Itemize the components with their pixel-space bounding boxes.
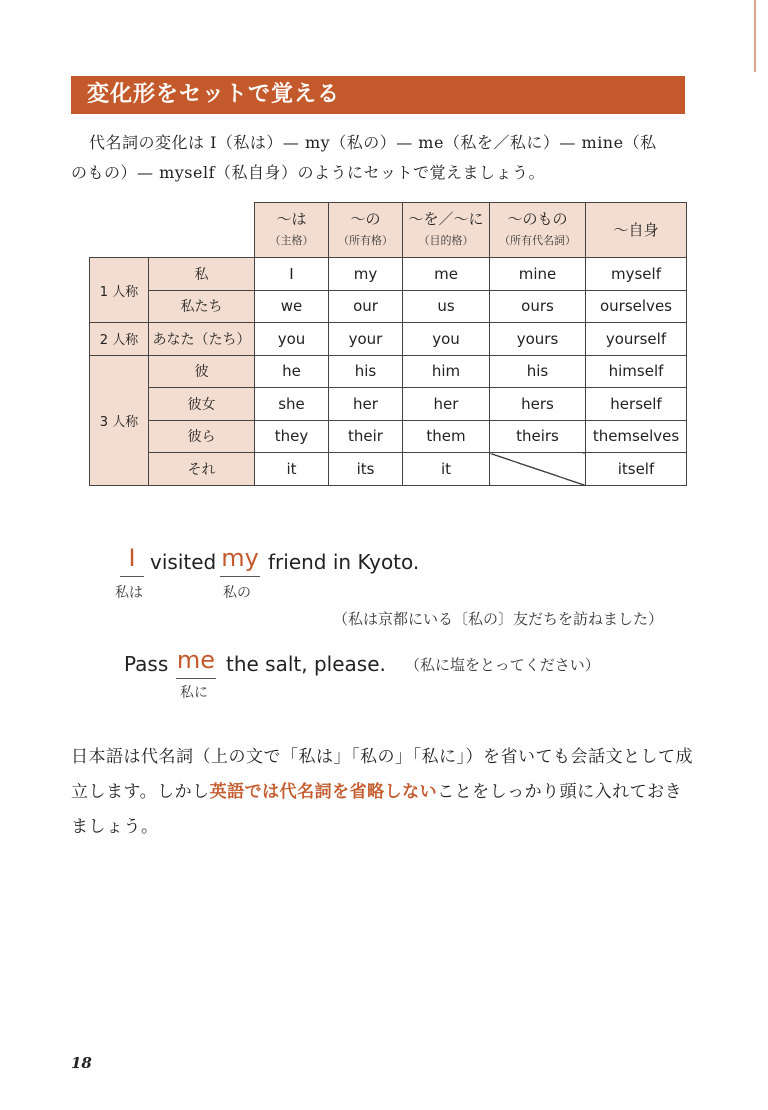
table-corner — [90, 203, 255, 258]
table-row — [90, 388, 687, 421]
header-possessive-pronoun: ～のもの （所有代名詞） — [490, 203, 586, 258]
example1-highlight-i: I — [128, 544, 136, 572]
table-cell: she — [255, 388, 329, 421]
table-row — [90, 258, 687, 291]
example1-gloss-i: 私は — [115, 585, 143, 601]
example1-highlight-my: my — [221, 544, 259, 572]
row-label: 私 — [149, 258, 255, 291]
example1-underline-i — [120, 576, 144, 577]
section-heading: 変化形をセットで覚える — [71, 76, 685, 114]
table-row — [90, 355, 687, 388]
table-cell: yourself — [586, 323, 687, 356]
table-cell: your — [329, 323, 403, 356]
example1-gloss-my: 私の — [223, 585, 251, 601]
group-third-person: 3 人称 — [90, 355, 149, 485]
table-cell: it — [403, 453, 490, 486]
intro-paragraph — [71, 128, 691, 188]
header-nominative: ～は （主格） — [255, 203, 329, 258]
table-cell: them — [403, 420, 490, 453]
example1-translation: （私は京都にいる〔私の〕友だちを訪ねました） — [333, 610, 664, 628]
header-possessive: ～の （所有格） — [329, 203, 403, 258]
table-cell: him — [403, 355, 490, 388]
table-row — [90, 420, 687, 453]
example2-gloss-me: 私に — [180, 685, 208, 701]
table-row — [90, 290, 687, 323]
table-cell: you — [403, 323, 490, 356]
page-number: 18 — [71, 1054, 92, 1072]
table-cell: ourselves — [586, 290, 687, 323]
header-reflexive: ～自身 — [586, 203, 687, 258]
table-cell: he — [255, 355, 329, 388]
table-cell: theirs — [490, 420, 586, 453]
table-cell: hers — [490, 388, 586, 421]
table-cell: yours — [490, 323, 586, 356]
table-cell: my — [329, 258, 403, 291]
table-row — [90, 453, 687, 486]
table-cell: himself — [586, 355, 687, 388]
example2-text-pass: Pass — [124, 652, 169, 676]
table-cell: you — [255, 323, 329, 356]
row-label: 彼ら — [149, 420, 255, 453]
example2-underline-me — [176, 678, 216, 679]
pronoun-table — [89, 202, 687, 486]
table-cell: ours — [490, 290, 586, 323]
table-cell: us — [403, 290, 490, 323]
row-label: 彼 — [149, 355, 255, 388]
closing-text-1: 日本語は代名詞（上の文で「私は」「私の」「私に」）を省いても会話文として成立します。しかし — [71, 747, 693, 802]
table-cell: we — [255, 290, 329, 323]
table-cell: her — [403, 388, 490, 421]
table-cell: it — [255, 453, 329, 486]
example2-text-rest: the salt, please. — [226, 652, 386, 676]
group-first-person: 1 人称 — [90, 258, 149, 323]
example2-translation: （私に塩をとってください） — [405, 656, 600, 674]
example1-text-rest: friend in Kyoto. — [268, 550, 420, 574]
intro-line-2: のもの）— myself（私自身）のようにセットで覚えましょう。 — [71, 163, 546, 182]
table-cell: her — [329, 388, 403, 421]
table-header-row — [90, 203, 687, 258]
table-row — [90, 323, 687, 356]
table-cell: myself — [586, 258, 687, 291]
empty-cell-slash — [490, 453, 586, 486]
table-cell: they — [255, 420, 329, 453]
page-edge-line — [754, 0, 756, 72]
closing-paragraph — [71, 740, 696, 845]
group-second-person: 2 人称 — [90, 323, 149, 356]
row-label: あなた（たち） — [149, 323, 255, 356]
closing-emphasis: 英語では代名詞を省略しない — [209, 782, 438, 802]
closing-text-2: ことをしっかり頭に入れておきましょう。 — [71, 782, 683, 837]
table-cell: mine — [490, 258, 586, 291]
row-label: 私たち — [149, 290, 255, 323]
table-cell: his — [490, 355, 586, 388]
row-label: 彼女 — [149, 388, 255, 421]
table-cell: I — [255, 258, 329, 291]
table-cell: themselves — [586, 420, 687, 453]
intro-line-1: 代名詞の変化は I（私は）— my（私の）— me（私を／私に）— mine（私 — [89, 133, 657, 152]
example1-underline-my — [220, 576, 260, 577]
table-cell: its — [329, 453, 403, 486]
table-cell: their — [329, 420, 403, 453]
table-cell: itself — [586, 453, 687, 486]
table-cell: our — [329, 290, 403, 323]
table-cell: me — [403, 258, 490, 291]
table-cell: his — [329, 355, 403, 388]
example1-text-visited: visited — [150, 550, 217, 574]
table-cell: herself — [586, 388, 687, 421]
row-label: それ — [149, 453, 255, 486]
header-objective: ～を／～に （目的格） — [403, 203, 490, 258]
example2-highlight-me: me — [176, 646, 216, 674]
